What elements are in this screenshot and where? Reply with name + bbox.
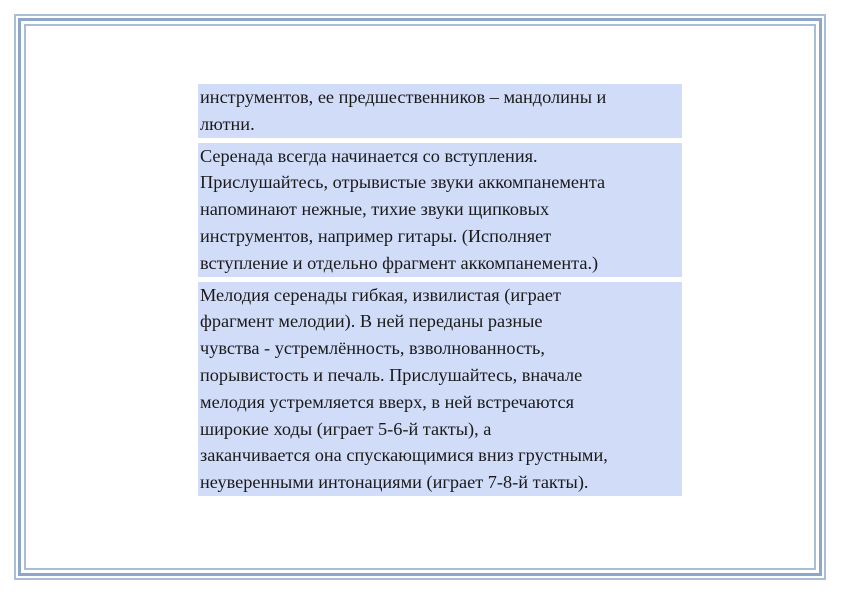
text-block — [198, 84, 682, 496]
paragraph-introduction: Серенада всегда начинается со вступления. Прислушайтесь, отрывистые звуки аккомпанемента напоминают нежные, тихие звуки щипковых инструментов, например гитары. (Исполняет вступление и отдельно фрагмент аккомпанемента.) — [198, 143, 682, 277]
paragraph-melody: Мелодия серенады гибкая, извилистая (играет фрагмент мелодии). В ней переданы разные чувства - устремлённость, взволнованность, порывистость и печаль. Прислушайтесь, вначале мелодия устремляется вверх, в ней встречаются широкие ходы (играет 5-6-й такты), а заканчивается она спускающимися вниз грустными, неуверенными интонациями (играет 7-8-й такты). — [198, 282, 682, 496]
paragraph-instruments: инструментов, ее предшественников – мандолины и лютни. — [198, 84, 682, 138]
